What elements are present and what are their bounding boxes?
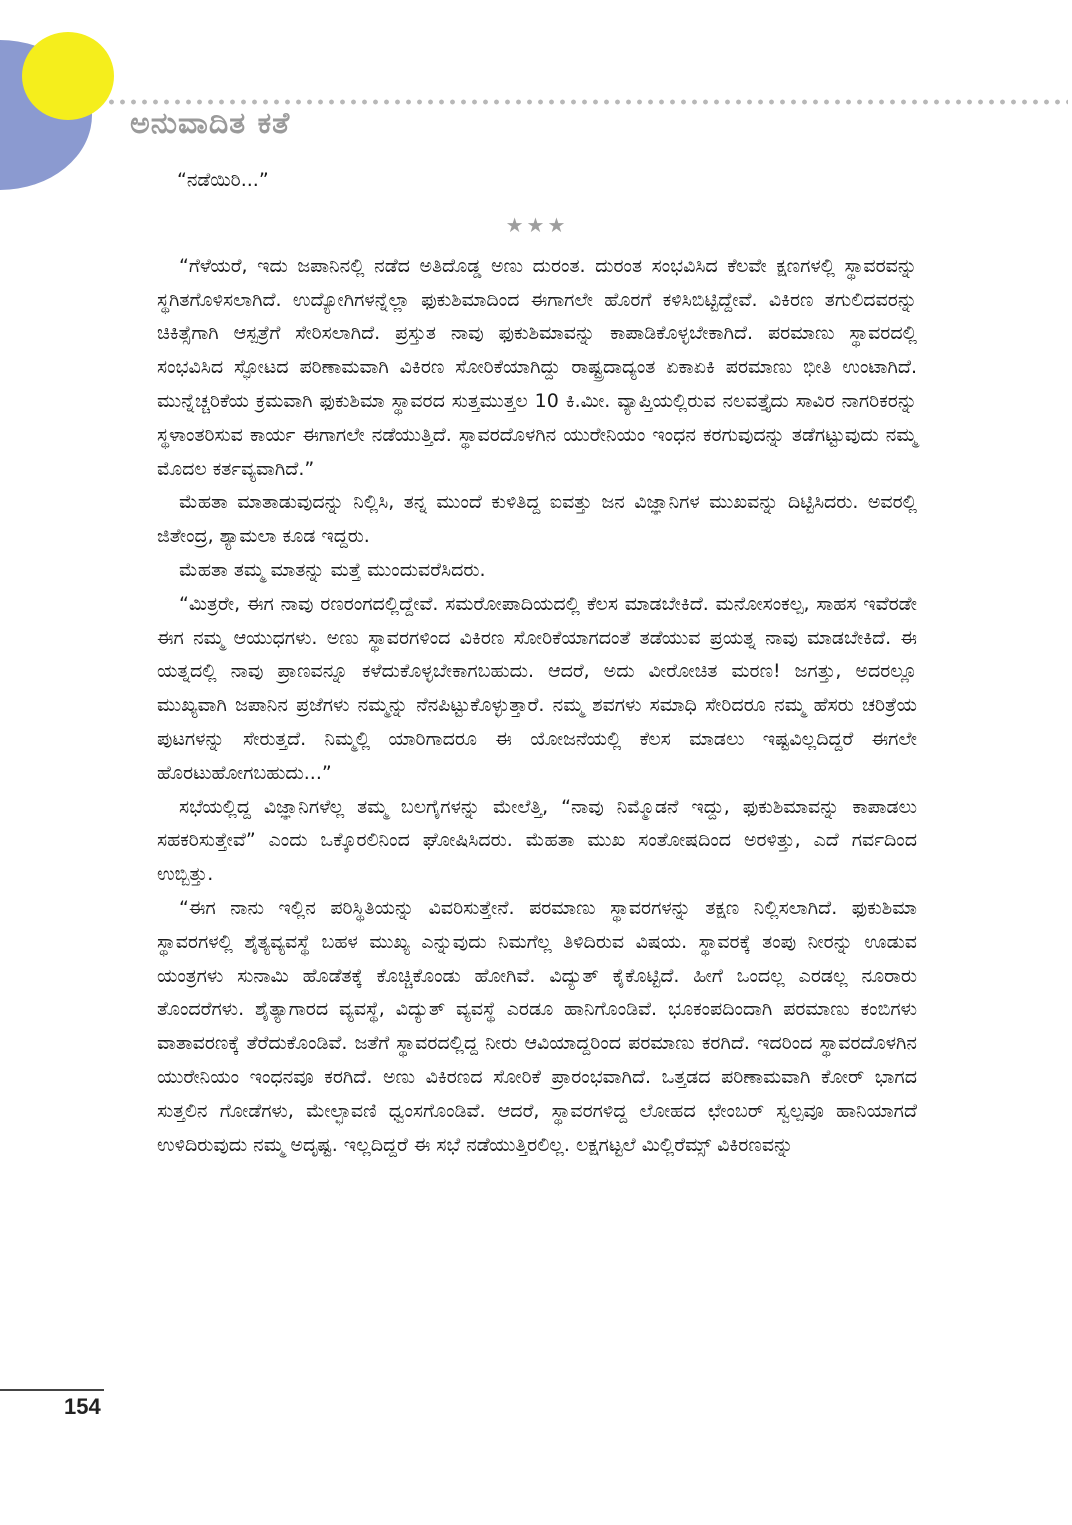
paragraph: ಸಭೆಯಲ್ಲಿದ್ದ ವಿಜ್ಞಾನಿಗಳೆಲ್ಲ ತಮ್ಮ ಬಲಗೈಗಳನ್ನು ಮೇಲೆತ್ತಿ, “ನಾವು ನಿಮ್ಮೊಡನೆ ಇದ್ದು, ಫುಕುಶಿಮಾವನ್ನು ಕಾಪಾಡಲು ಸಹಕರಿಸುತ್ತೇವೆ” ಎಂದು ಒಕ್ಕೊರಲಿನಿಂದ ಘೋಷಿಸಿದರು. ಮೆಹತಾ ಮುಖ ಸಂತೋಷದಿಂದ ಅರಳಿತ್ತು, ಎದೆ ಗರ್ವದಿಂದ ಉಬ್ಬಿತ್ತು.: [157, 795, 917, 886]
paragraph: ಮೆಹತಾ ಮಾತಾಡುವುದನ್ನು ನಿಲ್ಲಿಸಿ, ತನ್ನ ಮುಂದೆ ಕುಳಿತಿದ್ದ ಐವತ್ತು ಜನ ವಿಜ್ಞಾನಿಗಳ ಮುಖವನ್ನು ದಿಟ್ಟಿಸಿದರು. ಅವರಲ್ಲಿ ಜಿತೇಂದ್ರ, ಶ್ಯಾಮಲಾ ಕೂಡ ಇದ್ದರು.: [157, 491, 917, 548]
opening-line: “ನಡೆಯಿರಿ...”: [177, 169, 269, 191]
page-number: 154: [64, 1394, 101, 1419]
paragraph: ಮೆಹತಾ ತಮ್ಮ ಮಾತನ್ನು ಮತ್ತೆ ಮುಂದುವರೆಸಿದರು.: [179, 558, 486, 581]
section-separator: ★★★: [505, 212, 569, 237]
section-title: ಅನುವಾದಿತ ಕತೆ: [130, 106, 291, 141]
header-dotted-rule: [106, 99, 1068, 105]
paragraph: “ಮಿತ್ರರೇ, ಈಗ ನಾವು ರಣರಂಗದಲ್ಲಿದ್ದೇವೆ. ಸಮರೋಪಾದಿಯದಲ್ಲಿ ಕೆಲಸ ಮಾಡಬೇಕಿದೆ. ಮನೋಸಂಕಲ್ಪ, ಸಾಹಸ ಇವೆರಡೇ ಈಗ ನಮ್ಮ ಆಯುಧಗಳು. ಅಣು ಸ್ಥಾವರಗಳಿಂದ ವಿಕಿರಣ ಸೋರಿಕೆಯಾಗದಂತೆ ತಡೆಯುವ ಪ್ರಯತ್ನ ನಾವು ಮಾಡಬೇಕಿದೆ. ಈ ಯತ್ನದಲ್ಲಿ ನಾವು ಪ್ರಾಣವನ್ನೂ ಕಳೆದುಕೊಳ್ಳಬೇಕಾಗಬಹುದು. ಆದರೆ, ಅದು ವೀರೋಚಿತ ಮರಣ! ಜಗತ್ತು, ಅದರಲ್ಲೂ ಮುಖ್ಯವಾಗಿ ಜಪಾನಿನ ಪ್ರಜೆಗಳು ನಮ್ಮನ್ನು ನೆನಪಿಟ್ಟುಕೊಳ್ಳುತ್ತಾರೆ. ನಮ್ಮ ಶವಗಳು ಸಮಾಧಿ ಸೇರಿದರೂ ನಮ್ಮ ಹೆಸರು ಚರಿತ್ರೆಯ ಪುಟಗಳನ್ನು ಸೇರುತ್ತದೆ. ನಿಮ್ಮಲ್ಲಿ ಯಾರಿಗಾದರೂ ಈ ಯೋಜನೆಯಲ್ಲಿ ಕೆಲಸ ಮಾಡಲು ಇಷ್ಟವಿಲ್ಲದಿದ್ದರೆ ಈಗಲೇ ಹೊರಟುಹೋಗಬಹುದು...”: [157, 592, 917, 784]
footer-rule: [0, 1389, 104, 1391]
story-body: [157, 164, 917, 1162]
paragraph: “ಈಗ ನಾನು ಇಲ್ಲಿನ ಪರಿಸ್ಥಿತಿಯನ್ನು ವಿವರಿಸುತ್ತೇನೆ. ಪರಮಾಣು ಸ್ಥಾವರಗಳನ್ನು ತಕ್ಷಣ ನಿಲ್ಲಿಸಲಾಗಿದೆ. ಫುಕುಶಿಮಾ ಸ್ಥಾವರಗಳಲ್ಲಿ ಶೈತ್ಯವ್ಯವಸ್ಥೆ ಬಹಳ ಮುಖ್ಯ ಎನ್ನುವುದು ನಿಮಗೆಲ್ಲ ತಿಳಿದಿರುವ ವಿಷಯ. ಸ್ಥಾವರಕ್ಕೆ ತಂಪು ನೀರನ್ನು ಊಡುವ ಯಂತ್ರಗಳು ಸುನಾಮಿ ಹೊಡೆತಕ್ಕೆ ಕೊಚ್ಚಿಕೊಂಡು ಹೋಗಿವೆ. ವಿದ್ಯುತ್ ಕೈಕೊಟ್ಟಿದೆ. ಹೀಗೆ ಒಂದಲ್ಲ ಎರಡಲ್ಲ ನೂರಾರು ತೊಂದರೆಗಳು. ಶೈತ್ಯಾಗಾರದ ವ್ಯವಸ್ಥೆ, ವಿದ್ಯುತ್ ವ್ಯವಸ್ಥೆ ಎರಡೂ ಹಾನಿಗೊಂಡಿವೆ. ಭೂಕಂಪದಿಂದಾಗಿ ಪರಮಾಣು ಕಂಬಿಗಳು ವಾತಾವರಣಕ್ಕೆ ತೆರೆದುಕೊಂಡಿವೆ. ಜತೆಗೆ ಸ್ಥಾವರದಲ್ಲಿದ್ದ ನೀರು ಆವಿಯಾದ್ದರಿಂದ ಪರಮಾಣು ಕರಗಿದೆ. ಇದರಿಂದ ಸ್ಥಾವರದೊಳಗಿನ ಯುರೇನಿಯಂ ಇಂಧನವೂ ಕರಗಿದೆ. ಅಣು ವಿಕಿರಣದ ಸೋರಿಕೆ ಪ್ರಾರಂಭವಾಗಿದೆ. ಒತ್ತಡದ ಪರಿಣಾಮವಾಗಿ ಕೋರ್ ಭಾಗದ ಸುತ್ತಲಿನ ಗೋಡೆಗಳು, ಮೇಲ್ಛಾವಣಿ ಧ್ವಂಸಗೊಂಡಿವೆ. ಆದರೆ, ಸ್ಥಾವರಗಳಿದ್ದ ಲೋಹದ ಛೇಂಬರ್ ಸ್ವಲ್ಪವೂ ಹಾನಿಯಾಗದೆ ಉಳಿದಿರುವುದು ನಮ್ಮ ಅದೃಷ್ಟ. ಇಲ್ಲದಿದ್ದರೆ ಈ ಸಭೆ ನಡೆಯುತ್ತಿರಲಿಲ್ಲ. ಲಕ್ಷಗಟ್ಟಲೆ ಮಿಲ್ಲಿರೆಮ್ಸ್ ವಿಕಿರಣವನ್ನು: [157, 896, 917, 1156]
paragraph: “ಗೆಳೆಯರೆ, ಇದು ಜಪಾನಿನಲ್ಲಿ ನಡೆದ ಅತಿದೊಡ್ಡ ಅಣು ದುರಂತ. ದುರಂತ ಸಂಭವಿಸಿದ ಕೆಲವೇ ಕ್ಷಣಗಳಲ್ಲಿ ಸ್ಥಾವರವನ್ನು ಸ್ಥಗಿತಗೊಳಿಸಲಾಗಿದೆ. ಉದ್ಯೋಗಿಗಳನ್ನೆಲ್ಲಾ ಫುಕುಶಿಮಾದಿಂದ ಈಗಾಗಲೇ ಹೊರಗೆ ಕಳಿಸಿಬಿಟ್ಟಿದ್ದೇವೆ. ವಿಕಿರಣ ತಗುಲಿದವರನ್ನು ಚಿಕಿತ್ಸೆಗಾಗಿ ಆಸ್ಪತ್ರೆಗೆ ಸೇರಿಸಲಾಗಿದೆ. ಪ್ರಸ್ತುತ ನಾವು ಫುಕುಶಿಮಾವನ್ನು ಕಾಪಾಡಿಕೊಳ್ಳಬೇಕಾಗಿದೆ. ಪರಮಾಣು ಸ್ಥಾವರದಲ್ಲಿ ಸಂಭವಿಸಿದ ಸ್ಫೋಟದ ಪರಿಣಾಮವಾಗಿ ವಿಕಿರಣ ಸೋರಿಕೆಯಾಗಿದ್ದು ರಾಷ್ಟ್ರದಾದ್ಯಂತ ಏಕಾಏಕಿ ಪರಮಾಣು ಭೀತಿ ಉಂಟಾಗಿದೆ. ಮುನ್ನೆಚ್ಚರಿಕೆಯ ಕ್ರಮವಾಗಿ ಫುಕುಶಿಮಾ ಸ್ಥಾವರದ ಸುತ್ತಮುತ್ತಲ 10 ಕಿ.ಮೀ. ವ್ಯಾಪ್ತಿಯಲ್ಲಿರುವ ನಲವತ್ತೈದು ಸಾವಿರ ನಾಗರಿಕರನ್ನು ಸ್ಥಳಾಂತರಿಸುವ ಕಾರ್ಯ ಈಗಾಗಲೇ ನಡೆಯುತ್ತಿದೆ. ಸ್ಥಾವರದೊಳಗಿನ ಯುರೇನಿಯಂ ಇಂಧನ ಕರಗುವುದನ್ನು ತಡೆಗಟ್ಟುವುದು ನಮ್ಮ ಮೊದಲ ಕರ್ತವ್ಯವಾಗಿದೆ.”: [157, 254, 917, 480]
decorative-yellow-circle: [22, 32, 114, 120]
